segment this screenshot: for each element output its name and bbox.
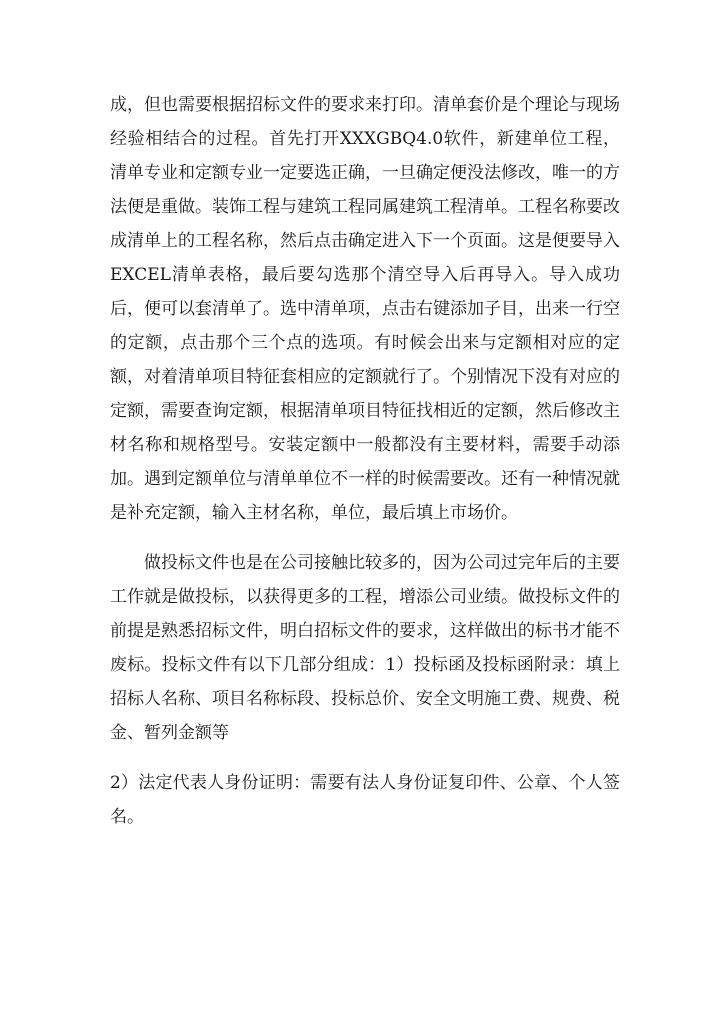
paragraph-quoting-process: 成，但也需要根据招标文件的要求来打印。清单套价是个理论与现场经验相结合的过程。首先打开XXXGBQ4.0软件，新建单位工程，清单专业和定额专业一定要选正确，一旦确定便没法修改，唯一的方法便是重做。装饰工程与建筑工程同属建筑工程清单。工程名称要改成清单上的工程名称，然后点击确定进入下一个页面。这是便要导入EXCEL清单表格，最后要勾选那个清空导入后再导入。导入成功后，便可以套清单了。选中清单项，点击右键添加子目，出来一行空的定额，点击那个三个点的选项。有时候会出来与定额相对应的定额，对着清单项目特征套相应的定额就行了。个别情况下没有对应的定额，需要查询定额，根据清单项目特征找相近的定额，然后修改主材名称和规格型号。安装定额中一般都没有主要材料，需要手动添加。遇到定额单位与清单单位不一样的时候需要改。还有一种情况就是补充定额，输入主材名称，单位，最后填上市场价。 (110, 95, 620, 523)
paragraph-legal-representative: 2）法定代表人身份证明：需要有法人身份证复印件、公章、个人签名。 (110, 773, 620, 827)
paragraph-bidding-documents: 做投标文件也是在公司接触比较多的，因为公司过完年后的主要工作就是做投标，以获得更多的工程，增添公司业绩。做投标文件的前提是熟悉招标文件，明白招标文件的要求，这样做出的标书才能不废标。投标文件有以下几部分组成：1）投标函及投标函附录：填上招标人名称、项目名称标段、投标总价、安全文明施工费、规费、税金、暂列金额等 (110, 553, 620, 743)
document-body (110, 88, 620, 834)
